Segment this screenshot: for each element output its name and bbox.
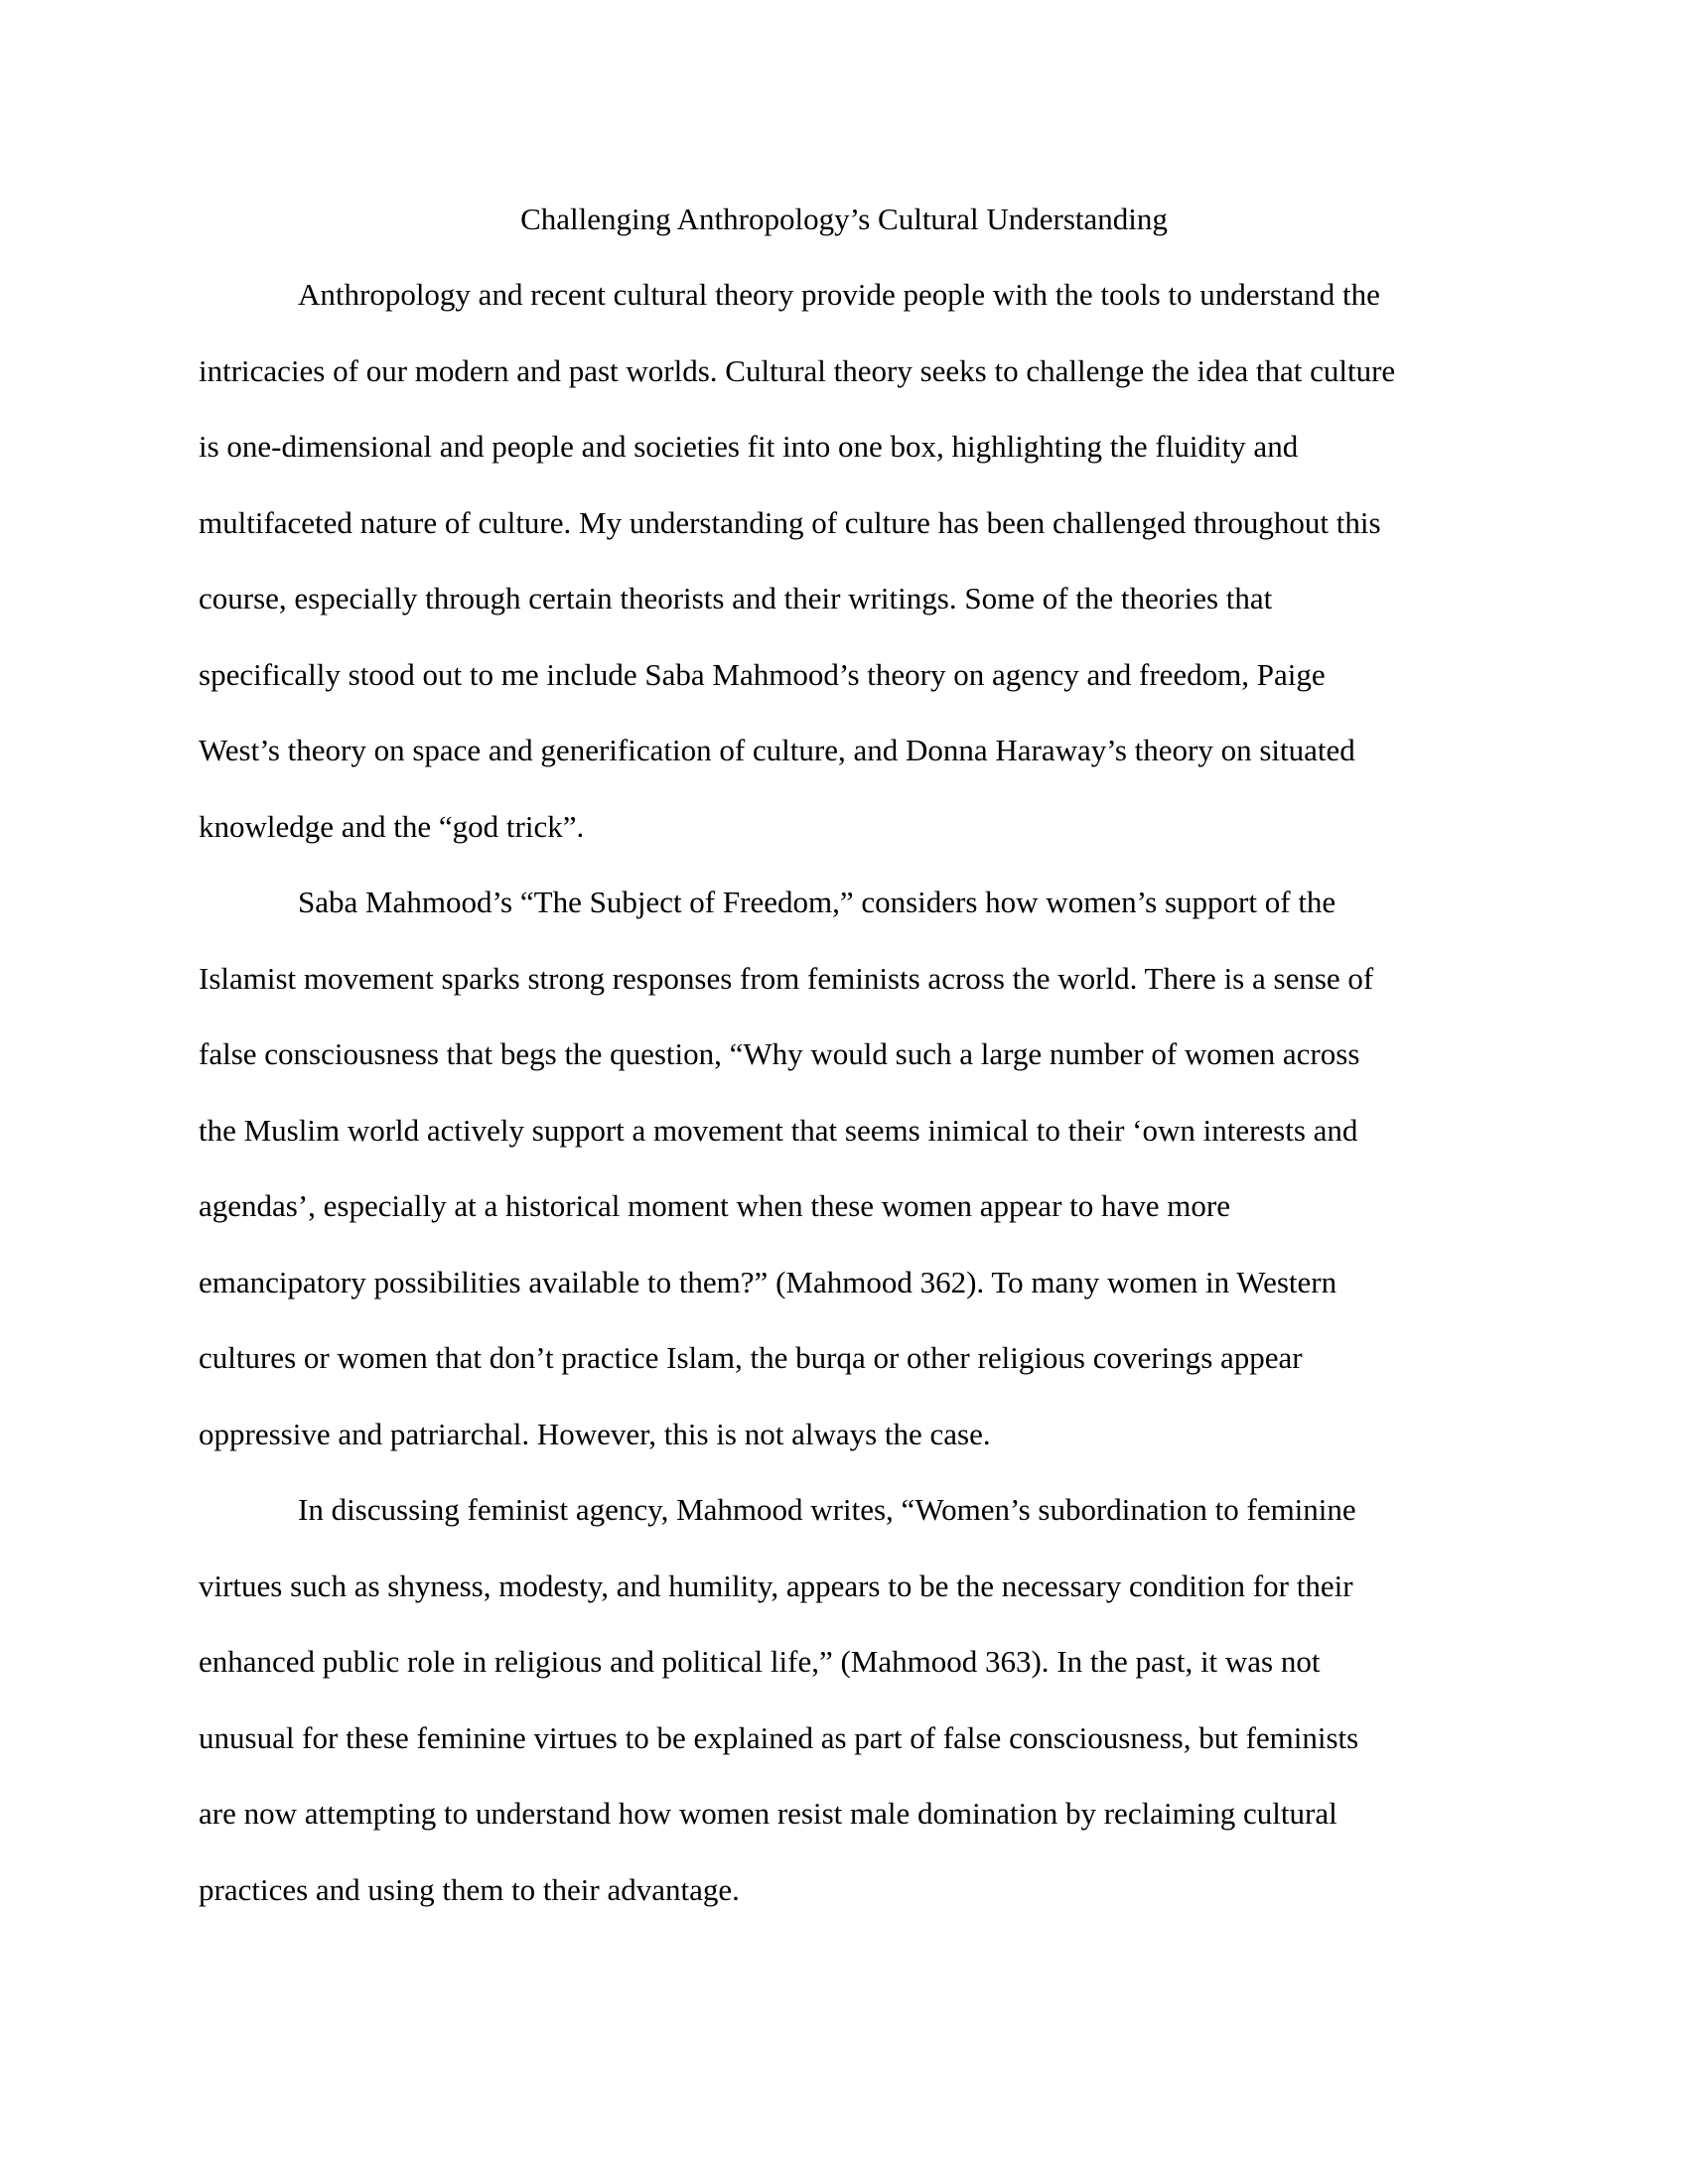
paragraph-1-line-6: specifically stood out to me include Saba Mahmood’s theory on agency and freedom, Paige (199, 657, 1326, 692)
paragraph-2-line-2: Islamist movement sparks strong responses from feminists across the world. There is a sense of (199, 961, 1374, 996)
paragraph-3-line-4: unusual for these feminine virtues to be explained as part of false consciousness, but feminists (199, 1720, 1359, 1755)
paragraph-2-line-6: emancipatory possibilities available to them?” (Mahmood 362). To many women in Western (199, 1265, 1337, 1299)
paragraph-3-line-1: In discussing feminist agency, Mahmood writes, “Women’s subordination to feminine (298, 1492, 1356, 1527)
paragraph-1-line-5: course, especially through certain theorists and their writings. Some of the theories that (199, 581, 1273, 615)
paragraph-2-line-8: oppressive and patriarchal. However, this is not always the case. (199, 1417, 991, 1451)
paragraph-1-line-8: knowledge and the “god trick”. (199, 809, 585, 844)
paragraph-2-line-3: false consciousness that begs the question, “Why would such a large number of women across (199, 1036, 1360, 1071)
paragraph-3-line-3: enhanced public role in religious and political life,” (Mahmood 363). In the past, it was not (199, 1644, 1321, 1679)
paragraph-2-line-4: the Muslim world actively support a movement that seems inimical to their ‘own interests and (199, 1113, 1358, 1148)
document-title: Challenging Anthropology’s Cultural Understanding (520, 202, 1168, 236)
paragraph-3-line-2: virtues such as shyness, modesty, and humility, appears to be the necessary condition for their (199, 1569, 1353, 1603)
paragraph-1-line-7: West’s theory on space and generification of culture, and Donna Haraway’s theory on situated (199, 733, 1355, 767)
paragraph-3-line-6: practices and using them to their advantage. (199, 1872, 740, 1907)
paragraph-3-line-5: are now attempting to understand how women resist male domination by reclaiming cultural (199, 1796, 1337, 1831)
paragraph-2-line-7: cultures or women that don’t practice Islam, the burqa or other religious coverings appear (199, 1340, 1303, 1375)
paragraph-2-line-1: Saba Mahmood’s “The Subject of Freedom,” considers how women’s support of the (298, 885, 1336, 919)
paragraph-2-line-5: agendas’, especially at a historical moment when these women appear to have more (199, 1188, 1230, 1223)
paragraph-1-line-3: is one-dimensional and people and societies fit into one box, highlighting the fluidity and (199, 429, 1299, 464)
paragraph-1-line-2: intricacies of our modern and past worlds. Cultural theory seeks to challenge the idea that culture (199, 353, 1396, 388)
paragraph-1-line-1: Anthropology and recent cultural theory provide people with the tools to understand the (298, 277, 1380, 312)
paragraph-1-line-4: multifaceted nature of culture. My understanding of culture has been challenged throughout this (199, 505, 1381, 540)
